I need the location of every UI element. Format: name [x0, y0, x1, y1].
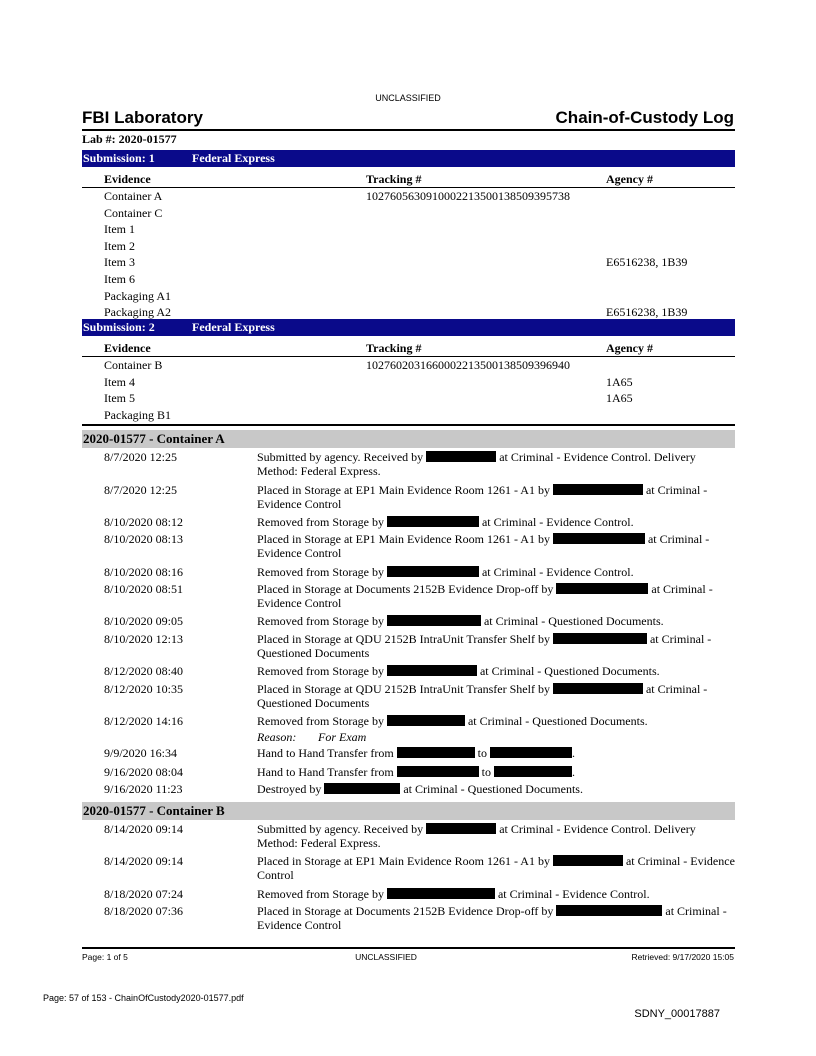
entry-text: Destroyed by — [257, 782, 325, 796]
entry-text: at Criminal - Evidence Control — [257, 904, 727, 932]
entry-date: 8/12/2020 08:40 — [104, 664, 184, 678]
evidence-name: Container C — [104, 205, 163, 220]
col-header-rule — [82, 187, 735, 188]
entry-text: at Criminal - Evidence Control. — [478, 515, 634, 529]
redaction-block — [553, 484, 643, 495]
entry-text: Removed from Storage by — [257, 515, 387, 529]
submissions-end-rule — [82, 424, 735, 426]
entry-text: Removed from Storage by — [257, 714, 387, 728]
entry-text: Removed from Storage by — [257, 614, 387, 628]
redaction-block — [553, 855, 623, 866]
submission-2-label: Submission: 2 — [83, 320, 155, 334]
footer-rule — [82, 947, 735, 949]
page-number: Page: 1 of 5 — [82, 952, 128, 962]
entry-text: at Criminal - Evidence Control. Delivery Method: Federal Express. — [257, 822, 696, 850]
tracking-number: 1027602031660002213500138509396940 — [366, 358, 570, 372]
entry-text: at Criminal - Evidence Control — [257, 483, 708, 511]
entry-date: 8/18/2020 07:24 — [104, 887, 184, 901]
evidence-name: Packaging A2 — [104, 305, 171, 320]
tracking-number: 1027605630910002213500138509395738 — [366, 189, 570, 203]
redaction-block — [556, 583, 648, 594]
entry-description — [257, 515, 735, 529]
evidence-name: Item 4 — [104, 374, 135, 389]
entry-description — [257, 532, 735, 560]
bates-number: SDNY_00017887 — [634, 1008, 720, 1020]
section-title: 2020-01577 - Container B — [83, 803, 225, 818]
entry-date: 8/14/2020 09:14 — [104, 822, 184, 836]
entry-description — [257, 614, 735, 628]
entry-description — [257, 632, 735, 660]
entry-date: 8/7/2020 12:25 — [104, 483, 178, 497]
entry-date: 9/9/2020 16:34 — [104, 746, 178, 760]
entry-text: at Criminal - Questioned Documents. — [480, 614, 664, 628]
entry-description — [257, 582, 735, 610]
entry-description — [257, 714, 735, 728]
entry-text: at Criminal - Questioned Documents — [257, 632, 712, 660]
entry-text: at Criminal - Questioned Documents. — [464, 714, 648, 728]
redaction-block — [397, 766, 479, 777]
pdf-page-label: Page: 57 of 153 - ChainOfCustody2020-01577.pdf — [43, 993, 244, 1003]
redaction-block — [397, 747, 475, 758]
entry-text: Submitted by agency. Received by — [257, 450, 427, 464]
section-container-b-header — [82, 802, 735, 820]
col-evidence-header: Evidence — [104, 172, 151, 186]
redaction-block — [556, 905, 662, 916]
entry-description — [257, 664, 735, 678]
entry-text: at Criminal - Evidence Control — [257, 582, 713, 610]
entry-date: 8/12/2020 10:35 — [104, 682, 184, 696]
redaction-block — [387, 665, 477, 676]
entry-text: at Criminal - Evidence Control. Delivery Method: Federal Express. — [257, 450, 696, 478]
submission-1-bar — [82, 150, 735, 167]
evidence-name: Item 5 — [104, 391, 135, 406]
entry-text: at Criminal - Questioned Documents. — [400, 782, 583, 796]
entry-text: to — [474, 746, 490, 760]
entry-description — [257, 822, 735, 850]
redaction-block — [426, 823, 496, 834]
evidence-name: Container B — [104, 358, 163, 372]
redaction-block — [553, 683, 643, 694]
redaction-block — [387, 888, 495, 899]
entry-description — [257, 450, 735, 478]
redaction-block — [426, 451, 496, 462]
entry-description — [257, 887, 735, 901]
entry-text: at Criminal - Evidence Control. — [494, 887, 650, 901]
redaction-block — [494, 766, 572, 777]
classification-banner-bottom: UNCLASSIFIED — [355, 952, 417, 962]
entry-description — [257, 483, 735, 511]
entry-text: Placed in Storage at Documents 2152B Evidence Drop-off by — [257, 582, 557, 596]
entry-date: 8/12/2020 14:16 — [104, 714, 184, 728]
classification-banner-top: UNCLASSIFIED — [375, 93, 441, 103]
section-title: 2020-01577 - Container A — [83, 431, 225, 446]
col-agency-header: Agency # — [606, 172, 653, 186]
entry-text: Submitted by agency. Received by — [257, 822, 427, 836]
redaction-block — [387, 715, 465, 726]
evidence-name: Container A — [104, 189, 163, 203]
entry-text: Removed from Storage by — [257, 664, 387, 678]
entry-text: at Criminal - Questioned Documents — [257, 682, 708, 710]
entry-date: 8/10/2020 08:12 — [104, 515, 184, 529]
section-container-a-header — [82, 430, 735, 448]
evidence-name: Item 3 — [104, 255, 135, 270]
entry-text: Placed in Storage at Documents 2152B Evidence Drop-off by — [257, 904, 557, 918]
entry-description — [257, 765, 735, 779]
evidence-name: Item 1 — [104, 222, 135, 237]
evidence-name: Packaging B1 — [104, 407, 171, 422]
col-evidence-header: Evidence — [104, 341, 151, 355]
reason-label: Reason: — [257, 730, 297, 744]
entry-text: . — [572, 746, 575, 760]
submission-1-label: Submission: 1 — [83, 151, 155, 165]
entry-date: 9/16/2020 11:23 — [104, 782, 183, 796]
agency-number: E6516238, 1B39 — [606, 305, 688, 320]
entry-date: 9/16/2020 08:04 — [104, 765, 184, 779]
entry-date: 8/10/2020 09:05 — [104, 614, 184, 628]
col-agency-header: Agency # — [606, 341, 653, 355]
submission-1-carrier: Federal Express — [192, 151, 275, 165]
log-title: Chain-of-Custody Log — [555, 108, 734, 127]
entry-text: at Criminal - Evidence Control — [257, 854, 735, 882]
entry-text: at Criminal - Evidence Control — [257, 532, 710, 560]
entry-text: Placed in Storage at QDU 2152B IntraUnit Transfer Shelf by — [257, 682, 553, 696]
entry-text: Placed in Storage at QDU 2152B IntraUnit Transfer Shelf by — [257, 632, 553, 646]
entry-text: Removed from Storage by — [257, 887, 387, 901]
entry-description — [257, 565, 735, 579]
entry-text: Hand to Hand Transfer from — [257, 746, 397, 760]
entry-text: Placed in Storage at EP1 Main Evidence Room 1261 - A1 by — [257, 483, 553, 497]
entry-description — [257, 782, 735, 796]
entry-text: at Criminal - Evidence Control. — [478, 565, 634, 579]
redaction-block — [553, 533, 645, 544]
agency-number: E6516238, 1B39 — [606, 255, 688, 270]
entry-text: Removed from Storage by — [257, 565, 387, 579]
redaction-block — [387, 566, 479, 577]
evidence-name: Packaging A1 — [104, 288, 171, 303]
entry-date: 8/10/2020 08:16 — [104, 565, 184, 579]
redaction-block — [387, 516, 479, 527]
header-rule — [82, 129, 735, 131]
entry-date: 8/10/2020 08:51 — [104, 582, 184, 596]
col-header-rule — [82, 356, 735, 357]
entry-date: 8/10/2020 12:13 — [104, 632, 184, 646]
evidence-name: Item 2 — [104, 238, 135, 253]
entry-text: Hand to Hand Transfer from — [257, 765, 397, 779]
evidence-name: Item 6 — [104, 272, 135, 286]
entry-text: to — [478, 765, 494, 779]
entry-text: . — [572, 765, 575, 779]
col-tracking-header: Tracking # — [366, 341, 422, 355]
entry-description — [257, 854, 735, 882]
entry-description — [257, 682, 735, 710]
redaction-block — [387, 615, 481, 626]
retrieved-timestamp: Retrieved: 9/17/2020 15:05 — [631, 952, 734, 962]
entry-date: 8/10/2020 08:13 — [104, 532, 184, 546]
reason-value: For Exam — [318, 730, 367, 744]
agency-number: 1A65 — [606, 391, 633, 406]
submission-2-carrier: Federal Express — [192, 320, 275, 334]
col-tracking-header: Tracking # — [366, 172, 422, 186]
entry-text: Placed in Storage at EP1 Main Evidence Room 1261 - A1 by — [257, 854, 553, 868]
redaction-block — [324, 783, 400, 794]
entry-description — [257, 904, 735, 932]
entry-text: at Criminal - Questioned Documents. — [476, 664, 660, 678]
submission-2-bar — [82, 319, 735, 336]
lab-name: FBI Laboratory — [82, 108, 203, 127]
redaction-block — [490, 747, 572, 758]
entry-text: Placed in Storage at EP1 Main Evidence Room 1261 - A1 by — [257, 532, 553, 546]
lab-number: Lab #: 2020-01577 — [82, 132, 177, 146]
entry-description — [257, 746, 735, 760]
agency-number: 1A65 — [606, 374, 633, 389]
entry-date: 8/14/2020 09:14 — [104, 854, 184, 868]
entry-date: 8/18/2020 07:36 — [104, 904, 184, 918]
redaction-block — [553, 633, 647, 644]
entry-date: 8/7/2020 12:25 — [104, 450, 178, 464]
